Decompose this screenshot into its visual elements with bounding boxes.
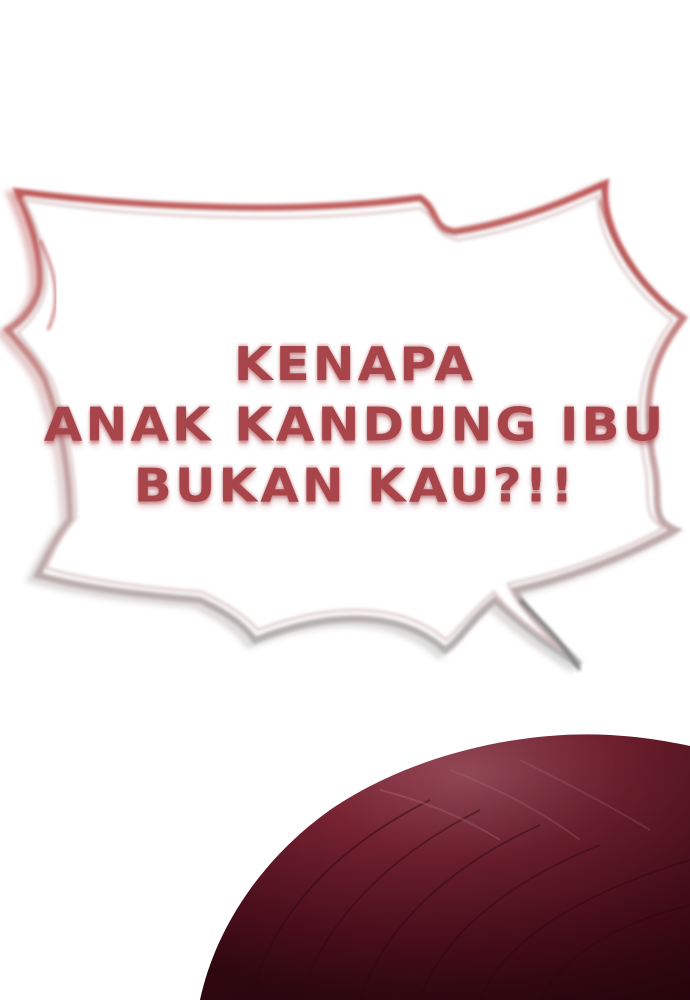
hair-strands bbox=[180, 720, 690, 1000]
dialogue-line-2: ANAK KANDUNG IBU bbox=[43, 398, 667, 452]
dialogue-line-1: KENAPA bbox=[233, 337, 477, 391]
dialogue-line-3: BUKAN KAU?!! bbox=[133, 459, 577, 513]
